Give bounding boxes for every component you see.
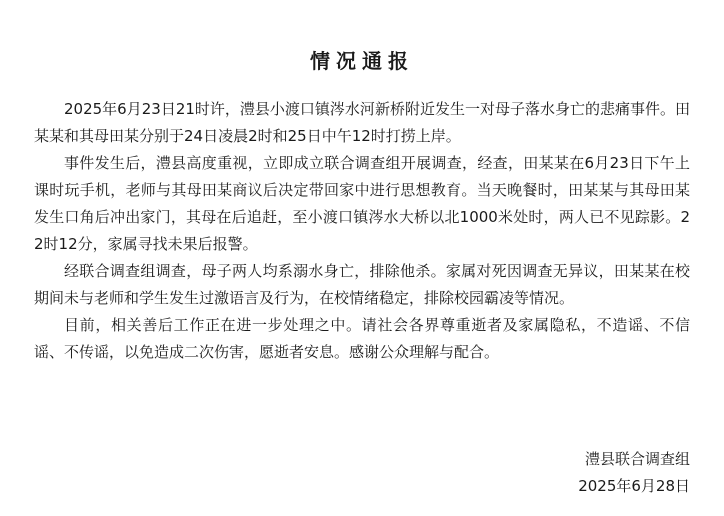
notice-body (34, 96, 690, 366)
paragraph-investigation: 事件发生后，澧县高度重视，立即成立联合调查组开展调查，经查，田某某在6月23日下午上课时玩手机，老师与其母田某商议后决定带回家中进行思想教育。当天晚餐时，田某某与其母田某发生口角后冲出家门，其母在后追赶，至小渡口镇涔水大桥以北1000米处时，两人已不见踪影。22时12分，家属寻找未果后报警。 (34, 154, 690, 253)
paragraph-findings: 经联合调查组调查，母子两人均系溺水身亡，排除他杀。家属对死因调查无异议，田某某在校期间未与老师和学生发生过激语言及行为，在校情绪稳定，排除校园霸凌等情况。 (34, 262, 690, 307)
paragraph-incident: 2025年6月23日21时许，澧县小渡口镇涔水河新桥附近发生一对母子落水身亡的悲痛事件。田某某和其母田某分别于24日凌晨2时和25日中午12时打捞上岸。 (34, 100, 690, 145)
signature-date: 2025年6月28日 (578, 477, 690, 495)
signature-organization: 澧县联合调查组 (584, 450, 690, 468)
paragraph-followup: 目前，相关善后工作正在进一步处理之中。请社会各界尊重逝者及家属隐私，不造谣、不信谣、不传谣，以免造成二次伤害，愿逝者安息。感谢公众理解与配合。 (34, 316, 690, 361)
notice-title: 情况通报 (310, 49, 414, 73)
